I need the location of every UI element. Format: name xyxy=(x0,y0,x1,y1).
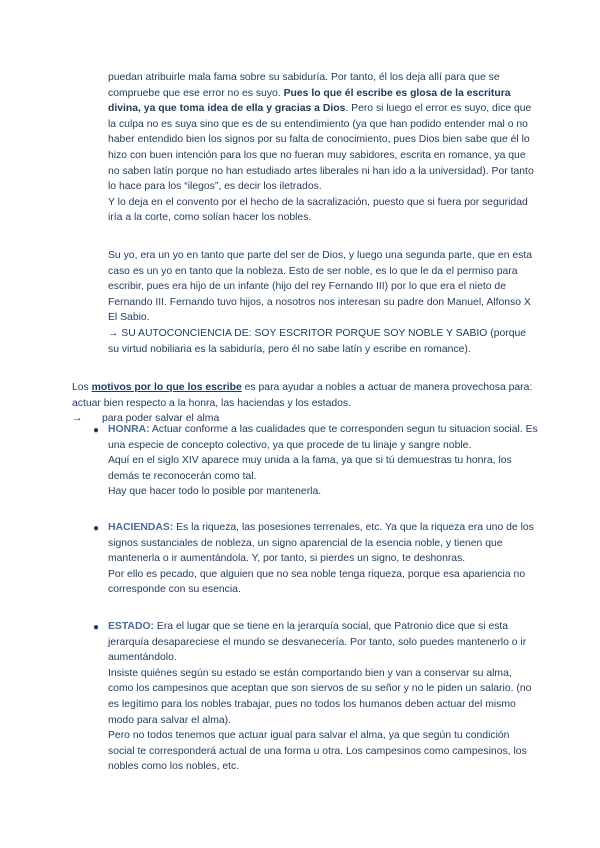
haciendas-extra-1: Por ello es pecado, que alguien que no sea noble tenga riqueza, porque esa apariencia no corresponde con su esencia. xyxy=(108,568,526,596)
honra-text: Actuar conforme a las cualidades que te corresponden segun tu situacion social. Es una especie de concepto colectivo, ya que procede de tu linaje y sangre noble. xyxy=(108,424,538,451)
autoconciencia-text: → SU AUTOCONCIENCIA DE: SOY ESCRITOR PORQUE SOY NOBLE Y SABIO (porque su virtud nobiliaria es la sabiduría, pero él no sabe latín y escribe en romance). xyxy=(108,327,527,355)
estado-extra-1: Insiste quiénes según su estado se están comportando bien y van a conservar su alma, como los campesinos que aceptan que son siervos de su señor y no le piden un salario. (no es legítimo para los nobles trabajar, pues no todos los humanos deben actuar del mismo modo para salvar el alma). xyxy=(108,667,532,726)
gloss-text-post: . Pero si luego el error es suyo, dice que la culpa no es suya sino que es de su entendimiento (ya que han podido entender mal o no haber entendido bien los signos por su falta de conocimiento, pues Dios bien sabe que él lo hizo con buen intención para los que no fueran muy sabidores, escrita en romance, ya que no saben latín porque no han estudiado artes liberales ni han ido a la universidad). Por tanto lo hace para los “ilegos”, es decir los iletrados. xyxy=(108,103,534,193)
arrow-icon: → xyxy=(72,413,83,425)
honra-extra-1: Aquí en el siglo XIV aparece muy unida a la fama, ya que si tú demuestras tu honra, los demás te reconocerán como tal. xyxy=(108,455,512,482)
estado-label: ESTADO: xyxy=(108,621,154,632)
yo-text: Su yo, era un yo en tanto que parte del ser de Dios, y luego una segunda parte, que en esta caso es un yo en tanto que la nobleza. Esto de ser noble, es lo que le da el permiso para escribir, pues era hijo de un infante (hijo del rey Fernando III) por lo que era el nieto de Fernando III. Fernando tuvo hijos, a nosotros nos interesan su padre don Manuel, Alfonso X El Sabio. xyxy=(108,250,533,324)
honra-label: HONRA: xyxy=(108,424,150,435)
haciendas-main xyxy=(108,520,538,567)
bullet-icon: ● xyxy=(93,523,100,534)
motivos-underlined: motivos por lo que los escribe xyxy=(91,382,242,393)
bullet-icon: ● xyxy=(93,425,100,436)
gloss-bold-text: Pues lo que él escribe es glosa de la escritura divina, ya que toma idea de ella y gracias a Dios xyxy=(108,87,511,115)
salvar-alma-text: para poder salvar el alma xyxy=(102,413,220,425)
honra-extra-2: Hay que hacer todo lo posible por mantenerla. xyxy=(108,486,322,498)
convent-text: Y lo deja en el convento por el hecho de la sacralización, puesto que si fuera por seguridad iría a la corte, como solían hacer los nobles. xyxy=(108,196,528,224)
motivos-text xyxy=(72,380,538,411)
bullet-estado xyxy=(108,619,538,775)
motivos-post: es para ayudar a nobles a actuar de manera provechosa para: actuar bien respecto a la honra, las haciendas y los estados. xyxy=(72,382,533,409)
bullet-honra xyxy=(108,422,538,500)
estado-extra-2: Pero no todos tenemos que actuar igual para salvar el alma, ya que según tu condición social te corresponderá actual de una forma u otra. Los campesinos como campesinos, los nobles como los nobles, etc. xyxy=(108,730,527,773)
haciendas-label: HACIENDAS: xyxy=(108,522,174,533)
motivos-pre: Los xyxy=(72,382,92,393)
gloss-text xyxy=(108,70,538,195)
estado-text: Era el lugar que se tiene en la jerarquía social, que Patronio dice que si esta jerarquía desapareciese el mundo se desvanecería. Por tanto, solo puedes mantenerlo o ir aumentándolo. xyxy=(108,621,527,664)
bullet-haciendas xyxy=(108,520,538,598)
bullet-icon: ● xyxy=(93,622,100,633)
haciendas-text: Es la riqueza, las posesiones terrenales, etc. Ya que la riqueza era uno de los signos sustanciales de nobleza, un signo aparencial de la esencia noble, y tienen que mantenerla o ir aumentándola. Y, por tanto, si pierdes un signo, te deshonras. xyxy=(108,522,534,565)
paragraph-gloss xyxy=(108,70,538,226)
honra-main xyxy=(108,422,538,453)
estado-main xyxy=(108,619,538,666)
gloss-text-pre: puedan atribuirle mala fama sobre su sabiduría. Por tanto, él los deja allí para que se compruebe que ese error no es suyo. xyxy=(108,72,500,99)
paragraph-yo xyxy=(108,248,538,357)
paragraph-motivos xyxy=(72,380,538,427)
